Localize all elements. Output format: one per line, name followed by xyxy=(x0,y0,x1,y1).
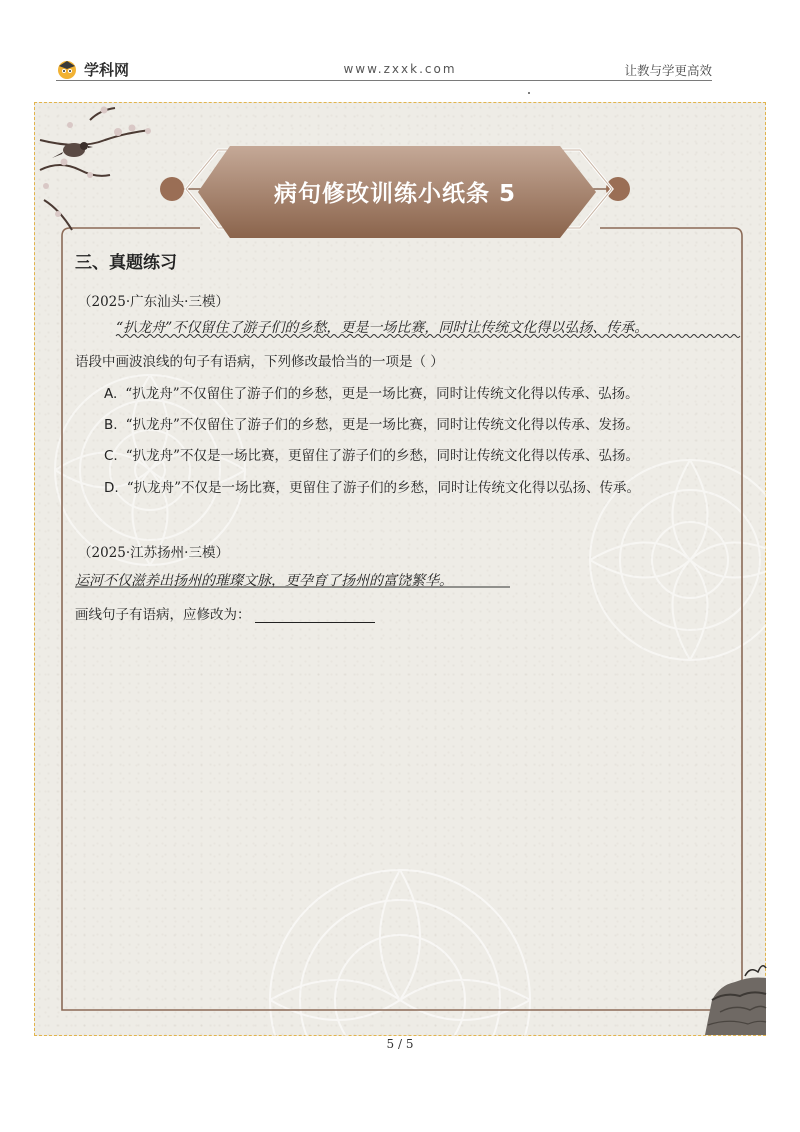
page-title: 病句修改训练小纸条 5 xyxy=(273,181,516,207)
question-2-source: （2025·江苏扬州·三模） xyxy=(78,545,229,561)
answer-blank[interactable] xyxy=(255,608,375,623)
option-letter: C. xyxy=(104,448,118,464)
option-text: “扒龙舟”不仅是一场比赛，更留住了游子们的乡愁，同时让传统文化得以弘扬、传承。 xyxy=(126,480,640,496)
option-d[interactable] xyxy=(104,476,640,496)
question-1-sentence: “扒龙舟”不仅留住了游子们的乡愁，更是一场比赛，同时让传统文化得以弘扬、传承。 xyxy=(116,320,649,336)
question-1-source: （2025·广东汕头·三模） xyxy=(78,294,229,310)
site-slogan: 让教与学更高效 xyxy=(624,63,712,78)
option-a[interactable] xyxy=(104,382,639,402)
question-2-prompt xyxy=(75,603,375,623)
page-number: 5 / 5 xyxy=(386,1037,414,1051)
option-text: “扒龙舟”不仅是一场比赛，更留住了游子们的乡愁，同时让传统文化得以传承、弘扬。 xyxy=(125,448,640,464)
logo-text: 学科网 xyxy=(84,60,130,79)
option-text: “扒龙舟”不仅留住了游子们的乡愁，更是一场比赛，同时让传统文化得以传承、弘扬。 xyxy=(125,386,639,402)
section-heading: 三、真题练习 xyxy=(75,253,177,273)
option-c[interactable] xyxy=(104,444,639,464)
question-1-prompt: 语段中画波浪线的句子有语病，下列修改最恰当的一项是（ ） xyxy=(75,354,444,370)
option-letter: B. xyxy=(104,417,118,433)
option-letter: D. xyxy=(104,480,119,496)
question-2-prompt-text: 画线句子有语病，应修改为： xyxy=(75,607,251,623)
question-2-sentence: 运河不仅滋养出扬州的璀璨文脉，更孕育了扬州的富饶繁华。 xyxy=(75,573,453,589)
site-url[interactable]: www.zxxk.com xyxy=(343,62,457,76)
option-b[interactable] xyxy=(104,413,639,433)
option-letter: A. xyxy=(104,386,118,402)
option-text: “扒龙舟”不仅留住了游子们的乡愁，更是一场比赛，同时让传统文化得以传承、发扬。 xyxy=(125,417,639,433)
